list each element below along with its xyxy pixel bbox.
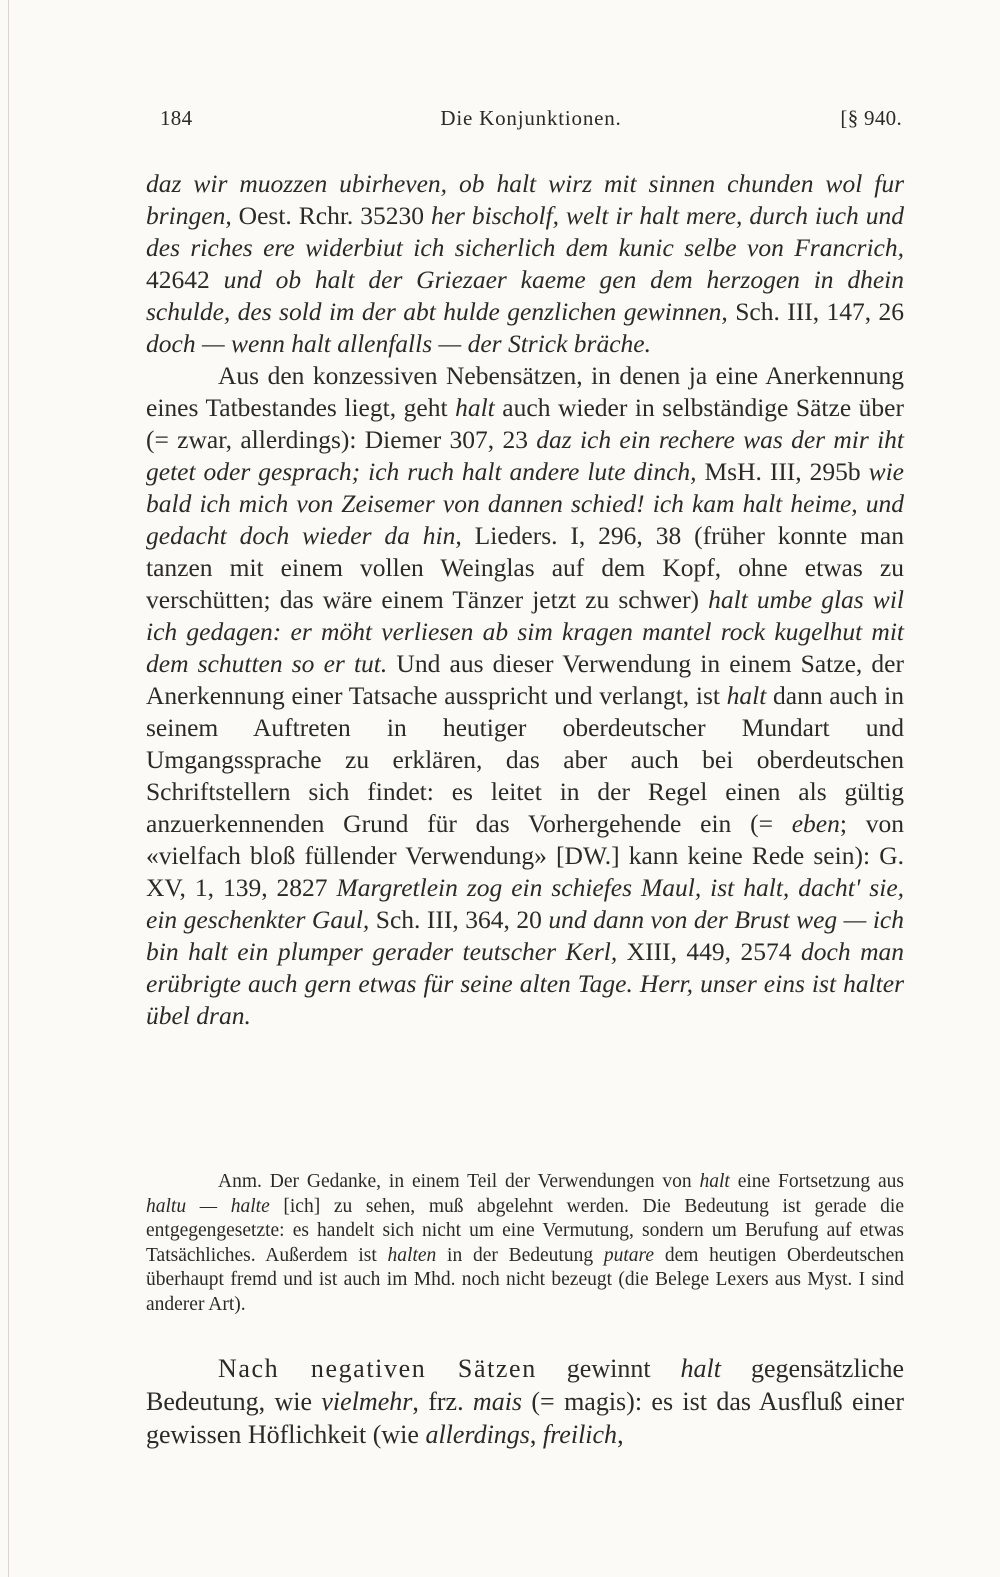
italic-quote: eben bbox=[791, 809, 840, 838]
running-title: Die Konjunktionen. bbox=[440, 106, 622, 130]
text-run: gewinnt bbox=[536, 1354, 681, 1383]
italic-quote: doch man erübrigte auch gern etwas für seine alten Tage. Herr, unser eins ist halter übel dran. bbox=[146, 937, 904, 1030]
italic-quote: freilich bbox=[542, 1420, 618, 1449]
text-run: in der Bedeutung bbox=[436, 1244, 604, 1266]
main-text-bottom bbox=[146, 1352, 904, 1451]
italic-quote: und dann von der Brust weg — ich bin halt ein plumper gerader teutscher Kerl, bbox=[146, 905, 904, 966]
annotation-note bbox=[146, 1170, 904, 1318]
italic-quote: Margretlein zog ein schiefes Maul, ist halt, dacht' sie, ein geschenkter Gaul, bbox=[146, 873, 905, 934]
italic-quote: halt bbox=[455, 393, 495, 422]
italic-quote: halten bbox=[387, 1244, 437, 1266]
italic-quote: her bischolf, welt ir halt mere, durch iuch und des riches ere widerbiut ich sicherlich dem kunic selbe von Francrich, bbox=[146, 201, 905, 262]
italic-quote: putare bbox=[603, 1244, 655, 1266]
text-run: auch wieder in selbständige Sätze über (= zwar, allerdings): Diemer 307, 23 bbox=[146, 393, 904, 454]
section-number: [§ 940. bbox=[840, 106, 902, 130]
text-run: XIII, 449, 2574 bbox=[617, 937, 802, 966]
text-run: [ich] zu sehen, muß abgelehnt werden. Die Bedeutung ist gerade die entgegengesetzte: es handelt sich nicht um eine Vermutung, sondern um Berufung auf etwas Tatsächliches. Außerdem ist bbox=[146, 1195, 904, 1266]
text-run: eine Fortsetzung aus bbox=[729, 1171, 904, 1192]
text-run: , bbox=[617, 1420, 624, 1449]
text-run: Lieders. I, 296, 38 (früher konnte man tanzen mit einem vollen Weinglas auf dem Kopf, ohne etwas zu verschütten; das wäre einem Tänzer jetzt zu schwer) bbox=[146, 521, 904, 614]
italic-quote: mais bbox=[472, 1387, 523, 1416]
paragraph-examples bbox=[146, 168, 904, 360]
text-run: MsH. III, 295b bbox=[696, 457, 869, 486]
text-run: Oest. Rchr. 35230 bbox=[231, 201, 431, 230]
text-run: ; von «vielfach bloß füllender Verwendung» [DW.] kann keine Rede sein): G. XV, 1, 139, 2827 bbox=[146, 809, 904, 902]
paragraph-concessive bbox=[146, 360, 904, 1032]
page-edge-line bbox=[8, 0, 9, 1577]
text-run: Und aus dieser Verwendung in einem Satze, der Anerkennung einer Tatsache ausspricht und verlangt, ist bbox=[146, 649, 904, 710]
text-run: Aus den konzessiven Nebensätzen, in denen ja eine Anerkennung eines Tatbestandes liegt, geht bbox=[146, 361, 904, 422]
italic-quote: halt bbox=[726, 681, 767, 710]
italic-quote: daz ich ein rechere was der mir iht getet oder gesprach; ich ruch halt andere lute dinch, bbox=[146, 425, 904, 486]
text-run: (= magis): es ist das Ausfluß einer gewissen Höflichkeit (wie bbox=[146, 1387, 904, 1449]
italic-quote: halt bbox=[680, 1354, 721, 1383]
page-number: 184 bbox=[160, 106, 193, 130]
text-run: 42642 bbox=[146, 265, 224, 294]
italic-quote: vielmehr bbox=[321, 1387, 413, 1416]
italic-quote: doch — wenn halt allenfalls — der Strick bräche. bbox=[146, 329, 651, 358]
running-header bbox=[160, 106, 902, 140]
italic-quote: wie bald ich mich von Zeisemer von dannen schied! ich kam halt heime, und gedacht doch wieder da hin, bbox=[146, 457, 904, 550]
italic-quote: halt umbe glas wil ich gedagen: er möht verliesen ab sim kragen mantel rock kugelhut mit dem schutten so er tut. bbox=[146, 585, 904, 678]
italic-quote: daz wir muozzen ubirheven, ob halt wirz mit sinnen chunden wol fur bringen, bbox=[146, 169, 904, 230]
text-run: dann auch in seinem Auftreten in heutiger oberdeutscher Mundart und Umgangssprache zu erklären, das aber auch bei oberdeutschen Schriftstellern sich findet: es leitet in der Regel einen als gültig anzuerkennenden Grund für das Vorhergehende ein (= bbox=[146, 681, 904, 838]
text-run: , frz. bbox=[412, 1387, 473, 1416]
text-run: gegensätzliche Bedeutung, wie bbox=[146, 1354, 904, 1416]
spaced-emphasis: Nach negativen Sätzen bbox=[218, 1354, 537, 1383]
italic-quote: halt bbox=[699, 1171, 730, 1192]
paragraph-negative bbox=[146, 1352, 904, 1451]
italic-quote: und ob halt der Griezaer kaeme gen dem herzogen in dhein schulde, des sold im der abt hulde genzlichen gewinnen, bbox=[146, 265, 905, 326]
main-text-top bbox=[146, 168, 904, 1032]
text-run: , bbox=[529, 1420, 543, 1449]
text-run: dem heutigen Oberdeutschen überhaupt fremd und ist auch im Mhd. noch nicht bezeugt (die Belege Lexers aus Myst. I sind anderer Art). bbox=[146, 1244, 904, 1315]
italic-quote: allerdings bbox=[425, 1420, 530, 1449]
text-run: Anm. Der Gedanke, in einem Teil der Verwendungen von bbox=[218, 1171, 700, 1192]
text-run: Sch. III, 147, 26 bbox=[727, 297, 904, 326]
italic-quote: haltu — halte bbox=[146, 1195, 270, 1217]
text-run: Sch. III, 364, 20 bbox=[369, 905, 549, 934]
note-paragraph bbox=[146, 1170, 904, 1318]
